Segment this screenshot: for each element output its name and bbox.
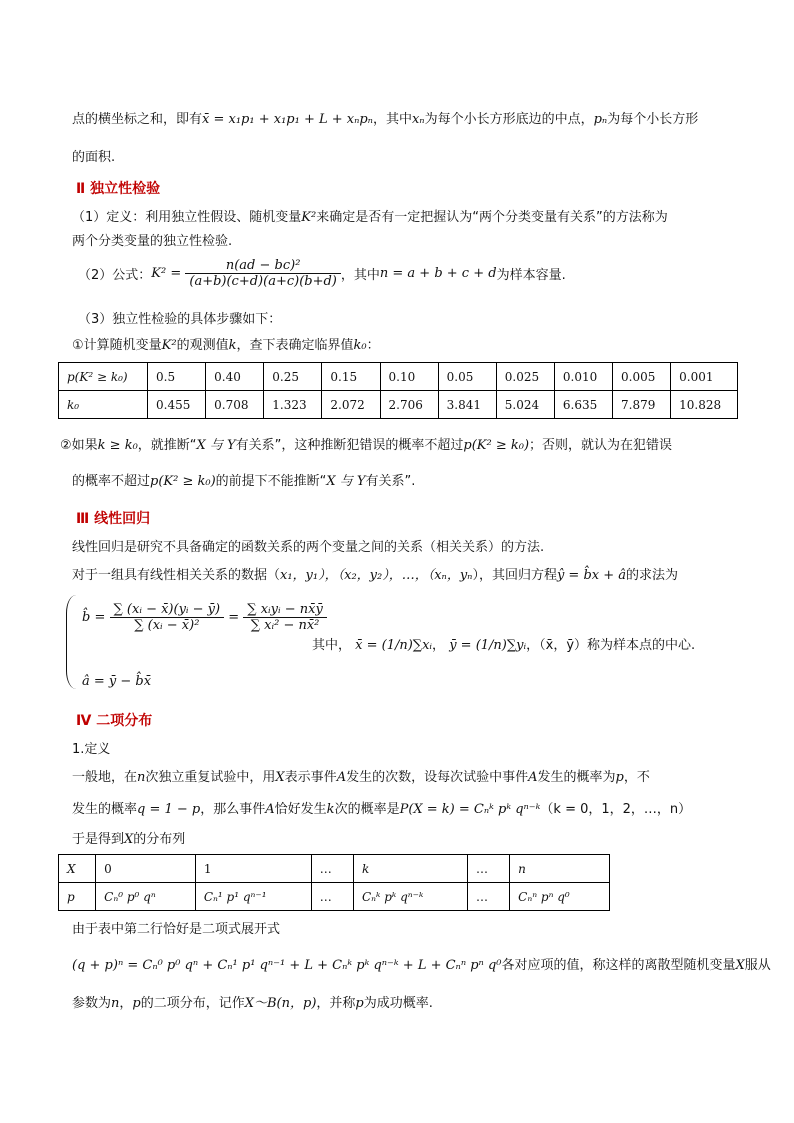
- table-cell: 5.024: [496, 391, 554, 419]
- table-cell: p: [59, 883, 96, 911]
- critical-value-table: [58, 362, 738, 419]
- text: 来确定是否有一定把握认为“两个分类变量有关系”的方法称为: [316, 210, 668, 225]
- text: ；否则，就认为在犯错误: [529, 438, 673, 453]
- text: ），其回归方程: [472, 568, 557, 583]
- text: 为成功概率.: [363, 996, 433, 1011]
- k-squared: K²: [301, 210, 317, 225]
- text: 次独立重复试验中，用: [145, 770, 276, 785]
- table-cell: 2.706: [380, 391, 438, 419]
- section-heading-binomial: Ⅳ 二项分布: [76, 713, 153, 729]
- X: X: [124, 832, 134, 847]
- text: 的前提下不能推断“: [215, 474, 327, 489]
- k0: k₀: [353, 338, 367, 353]
- section-heading-regression: Ⅲ 线性回归: [76, 511, 151, 527]
- binomial-notation: X～B(n，p): [244, 996, 317, 1011]
- table-row: [59, 363, 738, 391]
- definition-line-2: 两个分类变量的独立性检验.: [72, 234, 233, 249]
- equals-sign: =: [228, 610, 240, 625]
- mean-formula: x̄ = x₁p₁ + x₁p₁ + L + xₙpₙ: [202, 112, 373, 127]
- text: 次的概率是: [334, 802, 400, 817]
- sample-center-line: 其中， x̄ = (1/n)∑xᵢ， ȳ = (1/n)∑yᵢ，（x̄，ȳ）称为样本点的中心.: [312, 638, 696, 653]
- n: n: [137, 770, 146, 785]
- A: A: [265, 802, 275, 817]
- A: A: [528, 770, 538, 785]
- text: 参数为: [72, 996, 112, 1011]
- text: ，查下表确定临界值: [236, 338, 354, 353]
- table-cell: 0.455: [148, 391, 206, 419]
- binomial-line-1: [72, 766, 650, 785]
- table-cell: Cₙⁿ pⁿ q⁰: [510, 883, 610, 911]
- table-cell: 0.5: [148, 363, 206, 391]
- x-bar-formula: x̄ = (1/n)∑xᵢ: [355, 638, 433, 653]
- text: 服从: [744, 958, 771, 973]
- table-cell: Cₙᵏ pᵏ qⁿ⁻ᵏ: [353, 883, 467, 911]
- p-k: p(K² ≥ k₀): [150, 474, 216, 489]
- n-formula: n = a + b + c + d: [379, 266, 497, 281]
- regression-data-line: [72, 564, 678, 583]
- binomial-line-3: [72, 828, 185, 847]
- binomial-line-2: [72, 798, 691, 817]
- binomial-expansion: (q + p)ⁿ = Cₙ⁰ p⁰ qⁿ + Cₙ¹ p¹ qⁿ⁻¹ + L + Cₙᵏ pᵏ qⁿ⁻ᵏ + L + Cₙⁿ pⁿ q⁰: [72, 958, 502, 973]
- table-cell: 2.072: [322, 391, 380, 419]
- regression-equation: ŷ = b̂x + â: [556, 568, 627, 583]
- b-hat: b̂ =: [82, 610, 106, 625]
- table-cell: 6.635: [554, 391, 612, 419]
- table-cell: 0.15: [322, 363, 380, 391]
- text: 为每个小长方形: [607, 112, 699, 127]
- table-cell: Cₙ⁰ p⁰ qⁿ: [96, 883, 196, 911]
- binomial-line-5: [72, 954, 771, 973]
- table-cell: 1: [195, 855, 311, 883]
- table-row: [59, 883, 610, 911]
- text: 有关系”.: [365, 474, 416, 489]
- pn: pₙ: [593, 112, 608, 127]
- table-cell: 0: [96, 855, 196, 883]
- b-hat-formula: [82, 602, 327, 633]
- text: ，不: [623, 770, 650, 785]
- p: p: [132, 996, 141, 1011]
- intro-line-1: [72, 108, 698, 127]
- pmf-formula: P(X = k) = Cₙᵏ pᵏ qⁿ⁻ᵏ: [399, 802, 541, 817]
- text: 的二项分布，记作: [140, 996, 245, 1011]
- text: ，那么事件: [200, 802, 266, 817]
- condition: k ≥ k₀: [97, 438, 138, 453]
- table-cell: 7.879: [613, 391, 671, 419]
- table-cell: Cₙ¹ p¹ qⁿ⁻¹: [195, 883, 311, 911]
- table-cell: 0.25: [264, 363, 322, 391]
- table-cell: 0.05: [438, 363, 496, 391]
- table-cell: 1.323: [264, 391, 322, 419]
- text: ，: [119, 996, 133, 1011]
- fraction-denominator: ∑ (xᵢ − x̄)²: [134, 618, 200, 633]
- text: 为样本容量.: [496, 268, 566, 283]
- k: k: [228, 338, 237, 353]
- text: ，（x̄，ȳ）称为样本点的中心.: [526, 638, 696, 653]
- text: 表示事件: [284, 770, 337, 785]
- fraction-numerator: ∑ xᵢyᵢ − nx̄ȳ: [243, 602, 327, 618]
- binomial-line-4: 由于表中第二行恰好是二项式展开式: [72, 922, 281, 937]
- formula-line: [78, 258, 566, 289]
- k-squared: K²: [161, 338, 177, 353]
- text: （2）公式：: [78, 268, 152, 283]
- q-equation: q = 1 − p: [137, 802, 201, 817]
- table-cell: 0.010: [554, 363, 612, 391]
- text: 其中，: [312, 638, 352, 653]
- table-cell: …: [311, 883, 353, 911]
- equation-brace: [66, 595, 77, 689]
- distribution-table: [58, 854, 610, 911]
- text: 发生的次数，设每次试验中事件: [346, 770, 529, 785]
- section-heading-independence: Ⅱ 独立性检验: [76, 181, 161, 197]
- text: ，其中: [340, 268, 380, 283]
- X: X: [735, 958, 745, 973]
- b-fraction-1: [110, 602, 225, 633]
- text: 为每个小长方形底边的中点，: [424, 112, 594, 127]
- p-k: p(K² ≥ k₀): [463, 438, 530, 453]
- text: 一般地，在: [72, 770, 138, 785]
- xn: xₙ: [411, 112, 425, 127]
- steps-title: （3）独立性检验的具体步骤如下：: [78, 312, 282, 327]
- definition-line-1: [72, 206, 668, 225]
- binomial-line-6: [72, 992, 433, 1011]
- regression-intro: 线性回归是研究不具备确定的函数关系的两个变量之间的关系（相关关系）的方法.: [72, 540, 545, 555]
- text: 点的横坐标之和，即有: [72, 112, 203, 127]
- definition-title: 1.定义: [72, 742, 111, 757]
- table-header-k0: k₀: [59, 391, 148, 419]
- text: 于是得到: [72, 832, 125, 847]
- p: p: [615, 770, 624, 785]
- k-range: （k = 0，1，2，…，n）: [540, 802, 692, 817]
- X: X: [275, 770, 285, 785]
- table-cell: 0.001: [671, 363, 738, 391]
- text: 的分布列: [133, 832, 186, 847]
- table-cell: …: [311, 855, 353, 883]
- fraction-denominator: ∑ xᵢ² − nx̄²: [250, 618, 320, 633]
- text: 的概率不超过: [72, 474, 151, 489]
- text: （1）定义：利用独立性假设、随机变量: [72, 210, 302, 225]
- b-fraction-2: [243, 602, 327, 633]
- text: ①计算随机变量: [72, 338, 162, 353]
- text: 发生的概率为: [537, 770, 616, 785]
- step-2-line-1: [60, 434, 672, 453]
- table-cell: 0.025: [496, 363, 554, 391]
- step-2-line-2: [72, 470, 415, 489]
- x-y: X 与 Y: [326, 474, 366, 489]
- table-cell: 0.10: [380, 363, 438, 391]
- table-cell: 0.005: [613, 363, 671, 391]
- text: ：: [366, 338, 380, 353]
- table-cell: 10.828: [671, 391, 738, 419]
- text: 有关系”，这种推断犯错误的概率不超过: [235, 438, 464, 453]
- table-row: [59, 391, 738, 419]
- fraction-numerator: n(ad − bc)²: [185, 258, 341, 274]
- formula-lhs: K² =: [151, 266, 182, 281]
- y-bar-formula: ȳ = (1/n)∑yᵢ: [449, 638, 527, 653]
- table-cell: 3.841: [438, 391, 496, 419]
- text: ②如果: [60, 438, 98, 453]
- table-cell: 0.40: [206, 363, 264, 391]
- text: 发生的概率: [72, 802, 138, 817]
- text: 的求法为: [626, 568, 679, 583]
- table-header-p: p(K² ≥ k₀): [59, 363, 148, 391]
- data-points: x₁，y₁），（x₂，y₂），…，（xₙ，yₙ: [280, 568, 473, 583]
- A: A: [336, 770, 347, 785]
- table-cell: n: [510, 855, 610, 883]
- text: 恰好发生: [274, 802, 327, 817]
- k: k: [326, 802, 335, 817]
- step-1: [72, 334, 380, 353]
- text: ，其中: [372, 112, 412, 127]
- text: 的观测值: [176, 338, 229, 353]
- text: 各对应项的值，称这样的离散型随机变量: [501, 958, 736, 973]
- table-cell: X: [59, 855, 96, 883]
- table-cell: 0.708: [206, 391, 264, 419]
- n: n: [111, 996, 120, 1011]
- table-row: [59, 855, 610, 883]
- p: p: [355, 996, 364, 1011]
- table-cell: …: [467, 855, 509, 883]
- fraction-numerator: ∑ (xᵢ − x̄)(yᵢ − ȳ): [110, 602, 225, 618]
- a-hat-formula: â = ȳ − b̂x̄: [82, 674, 152, 689]
- table-cell: k: [353, 855, 467, 883]
- x-y: X 与 Y: [196, 438, 236, 453]
- text: ，就推断“: [137, 438, 197, 453]
- text: 对于一组具有线性相关关系的数据（: [72, 568, 281, 583]
- chi-square-fraction: [185, 258, 341, 289]
- fraction-denominator: (a+b)(c+d)(a+c)(b+d): [189, 274, 337, 289]
- intro-line-2: 的面积.: [72, 150, 116, 165]
- text: ，并称: [316, 996, 356, 1011]
- table-cell: …: [467, 883, 509, 911]
